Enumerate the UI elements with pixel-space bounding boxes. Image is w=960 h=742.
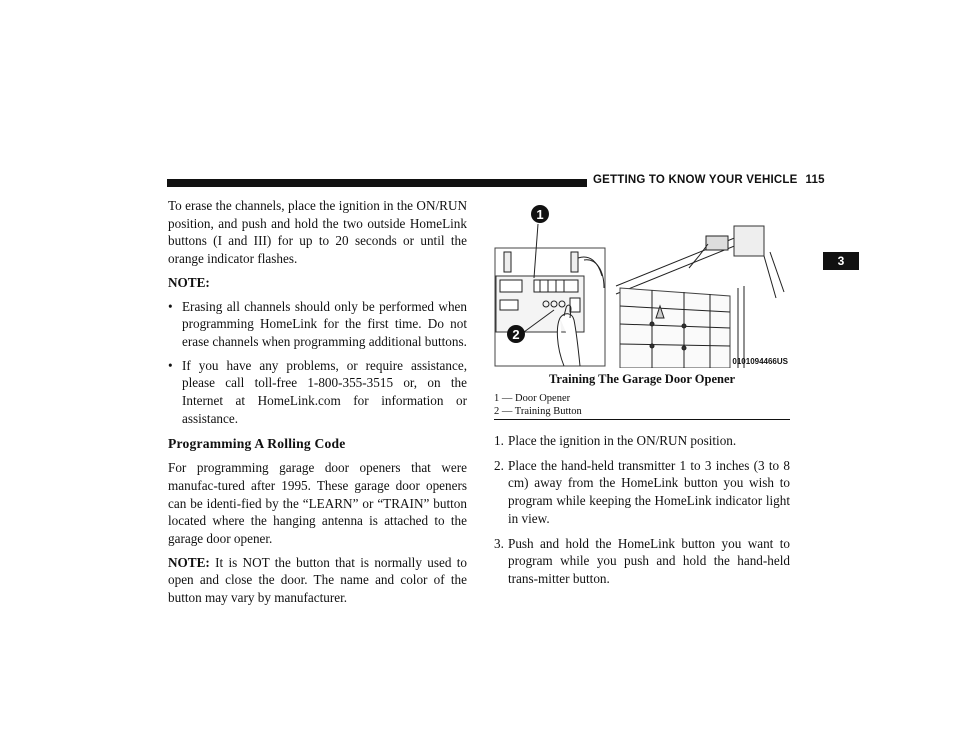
right-column — [494, 432, 790, 595]
rolling-code-paragraph: For programming garage door openers that were manufac-tured after 1995. These garage door openers can be identi-fied by the “LEARN” or “TRAIN” button located where the hanging antenna is attached to the garage door opener. — [168, 460, 467, 546]
step-number: 1. — [494, 433, 504, 448]
programming-steps — [494, 432, 790, 588]
illustration-svg — [494, 196, 790, 368]
chapter-tab: 3 — [823, 252, 859, 270]
intro-paragraph: To erase the channels, place the ignition in the ON/RUN position, and push and hold the two outside HomeLink buttons (I and III) for up to 20 seconds or until the orange indicator flashes. — [168, 198, 467, 267]
section-title: GETTING TO KNOW YOUR VEHICLE — [593, 174, 798, 186]
left-column — [168, 197, 467, 607]
note2-text: It is NOT the button that is normally used to open and close the door. The name and color of the button may vary by manufacturer. — [168, 554, 467, 606]
note-paragraph — [168, 554, 467, 607]
step-item — [494, 457, 790, 528]
legend-item: 2 — Training Button — [494, 406, 582, 417]
note-label: NOTE: — [168, 274, 210, 290]
image-code: 0101094466US — [732, 357, 788, 366]
section-heading: Programming A Rolling Code — [168, 436, 346, 452]
callout-1-label: 1 — [536, 207, 544, 222]
header-bar — [167, 179, 587, 187]
step-text: Push and hold the HomeLink button you want to program while you push and hold the hand-held trans-mitter button. — [508, 535, 790, 586]
bullet-item: • Erasing all channels should only be performed when programming HomeLink for the first time. Do not erase channels when programming additional buttons. — [168, 298, 467, 351]
bullet-item: • If you have any problems, or require assistance, please call toll-free 1-800-355-3515 or, on the Internet at HomeLink.com for information or assistance. — [168, 357, 467, 428]
step-number: 2. — [494, 457, 504, 473]
running-header — [593, 174, 825, 186]
garage-opener-illustration — [494, 196, 790, 368]
step-text: Place the hand-held transmitter 1 to 3 inches (3 to 8 cm) away from the HomeLink button you wish to program while keeping the HomeLink indicator light in view. — [508, 457, 790, 526]
page-number: 115 — [805, 174, 825, 186]
step-item — [494, 535, 790, 588]
step-item — [494, 432, 790, 450]
figure-caption: Training The Garage Door Opener — [548, 372, 736, 386]
callout-2-label: 2 — [512, 327, 520, 342]
note-bullets — [168, 298, 467, 428]
legend-item: 1 — Door Opener — [494, 393, 571, 404]
figure-legend — [494, 392, 790, 418]
legend-divider — [494, 419, 790, 420]
step-text: Place the ignition in the ON/RUN position. — [508, 433, 737, 448]
step-number: 3. — [494, 535, 504, 551]
note2-label: NOTE: — [168, 554, 210, 570]
